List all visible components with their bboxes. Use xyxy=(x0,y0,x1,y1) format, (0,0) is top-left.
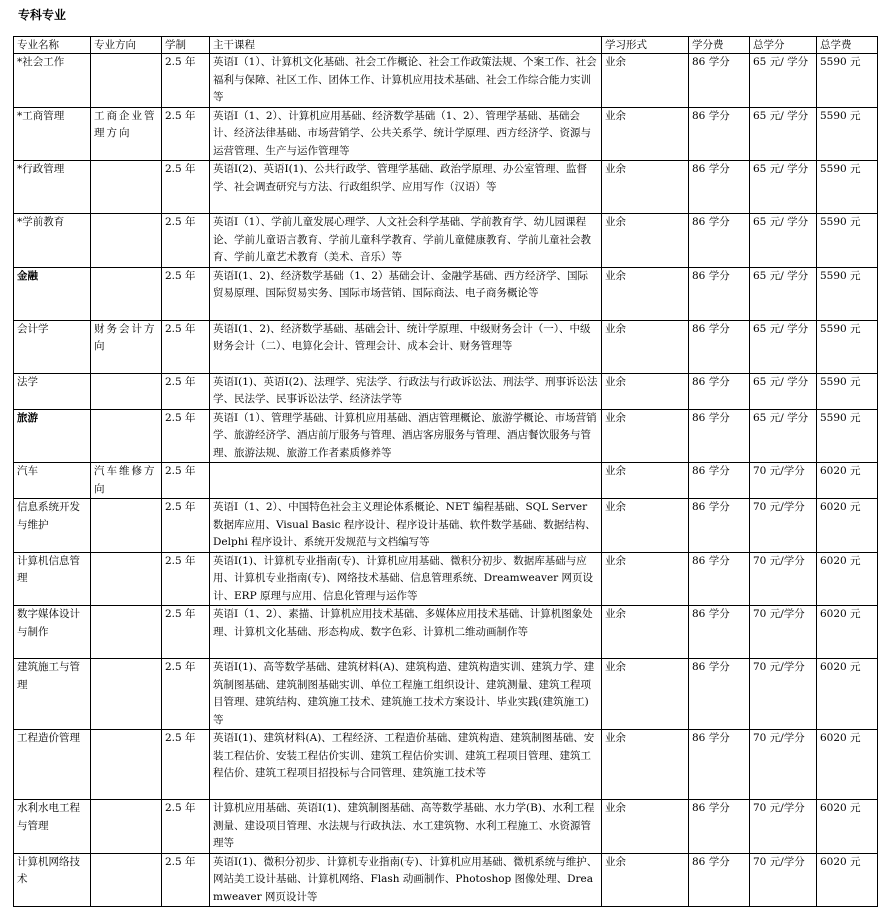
cell-credit-fee: 86 学分 xyxy=(689,54,750,108)
cell-direction xyxy=(91,214,162,268)
cell-total-credits: 65 元/ 学分 xyxy=(750,54,817,108)
cell-direction xyxy=(91,54,162,108)
cell-duration: 2.5 年 xyxy=(162,107,210,161)
cell-major: 建筑施工与管理 xyxy=(14,659,91,730)
cell-total-credits: 65 元/ 学分 xyxy=(750,409,817,463)
cell-total-tuition: 6020 元 xyxy=(817,606,878,659)
cell-major: 会计学 xyxy=(14,320,91,373)
table-row xyxy=(14,606,878,659)
cell-mode: 业余 xyxy=(602,107,689,161)
cell-duration: 2.5 年 xyxy=(162,373,210,409)
cell-duration: 2.5 年 xyxy=(162,800,210,854)
cell-direction: 汽车维修方向 xyxy=(91,463,162,499)
header-mode: 学习形式 xyxy=(602,37,689,54)
cell-mode: 业余 xyxy=(602,800,689,854)
cell-credit-fee: 86 学分 xyxy=(689,800,750,854)
cell-courses: 英语Ⅰ（1、2）、计算机应用基础、经济数学基础（1、2）、管理学基础、基础会计、经济法律基础、市场营销学、公共关系学、统计学原理、西方经济学、资源与运营管理、生产与运作管理等 xyxy=(210,107,602,161)
cell-major: *社会工作 xyxy=(14,54,91,108)
table-row xyxy=(14,552,878,606)
cell-credit-fee: 86 学分 xyxy=(689,499,750,553)
cell-direction xyxy=(91,499,162,553)
table-row xyxy=(14,161,878,214)
cell-mode: 业余 xyxy=(602,409,689,463)
cell-courses xyxy=(210,463,602,499)
cell-major: 信息系统开发与维护 xyxy=(14,499,91,553)
cell-mode: 业余 xyxy=(602,659,689,730)
cell-total-tuition: 6020 元 xyxy=(817,853,878,907)
cell-direction xyxy=(91,267,162,320)
cell-total-credits: 70 元/学分 xyxy=(750,552,817,606)
cell-major: *学前教育 xyxy=(14,214,91,268)
cell-major: 汽车 xyxy=(14,463,91,499)
cell-mode: 业余 xyxy=(602,606,689,659)
cell-major: *工商管理 xyxy=(14,107,91,161)
cell-major: 计算机网络技术 xyxy=(14,853,91,907)
cell-direction xyxy=(91,606,162,659)
cell-credit-fee: 86 学分 xyxy=(689,409,750,463)
cell-direction: 工商企业管理方向 xyxy=(91,107,162,161)
cell-mode: 业余 xyxy=(602,730,689,800)
cell-major: 计算机信息管理 xyxy=(14,552,91,606)
cell-total-credits: 70 元/学分 xyxy=(750,463,817,499)
cell-direction xyxy=(91,161,162,214)
cell-total-credits: 65 元/ 学分 xyxy=(750,267,817,320)
header-credit-fee: 学分费 xyxy=(689,37,750,54)
cell-direction xyxy=(91,853,162,907)
cell-total-tuition: 6020 元 xyxy=(817,659,878,730)
cell-mode: 业余 xyxy=(602,54,689,108)
cell-courses: 英语Ⅰ(1)、建筑材料(A)、工程经济、工程造价基础、建筑构造、建筑制图基础、安装工程估价、安装工程估价实训、建筑工程估价实训、建筑工程项目管理、建筑工程估价、建筑工程项目招投标与合同管理、建筑施工技术等 xyxy=(210,730,602,800)
cell-credit-fee: 86 学分 xyxy=(689,373,750,409)
cell-total-tuition: 6020 元 xyxy=(817,800,878,854)
cell-courses: 英语Ⅰ（1）、计算机文化基础、社会工作概论、社会工作政策法规、个案工作、社会福利与保障、社区工作、团体工作、计算机应用技术基础、社会工作综合能力实训等 xyxy=(210,54,602,108)
header-total-tuition: 总学费 xyxy=(817,37,878,54)
cell-courses: 英语Ⅰ(1、2)、经济数学基础（1、2）基础会计、金融学基础、西方经济学、国际贸易原理、国际贸易实务、国际市场营销、国际商法、电子商务概论等 xyxy=(210,267,602,320)
cell-duration: 2.5 年 xyxy=(162,463,210,499)
table-row xyxy=(14,267,878,320)
cell-mode: 业余 xyxy=(602,161,689,214)
header-duration: 学制 xyxy=(162,37,210,54)
table-row xyxy=(14,730,878,800)
cell-mode: 业余 xyxy=(602,320,689,373)
cell-courses: 英语Ⅰ（1）、管理学基础、计算机应用基础、酒店管理概论、旅游学概论、市场营销学、旅游经济学、酒店前厅服务与管理、酒店客房服务与管理、酒店餐饮服务与管理、旅游法规、旅游工作者素质修养等 xyxy=(210,409,602,463)
course-table xyxy=(13,36,878,907)
table-row xyxy=(14,800,878,854)
cell-major: 工程造价管理 xyxy=(14,730,91,800)
table-header-row xyxy=(14,37,878,54)
cell-credit-fee: 86 学分 xyxy=(689,730,750,800)
cell-mode: 业余 xyxy=(602,267,689,320)
cell-mode: 业余 xyxy=(602,373,689,409)
cell-courses: 英语Ⅰ(1)、英语Ⅰ(2)、法理学、宪法学、行政法与行政诉讼法、刑法学、刑事诉讼法学、民法学、民事诉讼法学、经济法学等 xyxy=(210,373,602,409)
cell-duration: 2.5 年 xyxy=(162,267,210,320)
cell-duration: 2.5 年 xyxy=(162,659,210,730)
cell-courses: 英语Ⅰ(1)、微积分初步、计算机专业指南(专)、计算机应用基础、微机系统与维护、网站美工设计基础、计算机网络、Flash 动画制作、Photoshop 图像处理、Dreamweaver 网页设计等 xyxy=(210,853,602,907)
cell-direction xyxy=(91,373,162,409)
cell-credit-fee: 86 学分 xyxy=(689,214,750,268)
cell-total-tuition: 5590 元 xyxy=(817,267,878,320)
cell-duration: 2.5 年 xyxy=(162,54,210,108)
table-row xyxy=(14,463,878,499)
cell-credit-fee: 86 学分 xyxy=(689,659,750,730)
cell-credit-fee: 86 学分 xyxy=(689,267,750,320)
cell-major: 金融 xyxy=(14,267,91,320)
cell-total-credits: 70 元/学分 xyxy=(750,730,817,800)
cell-direction xyxy=(91,409,162,463)
cell-total-tuition: 6020 元 xyxy=(817,463,878,499)
cell-total-tuition: 5590 元 xyxy=(817,373,878,409)
cell-major: *行政管理 xyxy=(14,161,91,214)
cell-courses: 英语Ⅰ(2)、英语Ⅰ(1)、公共行政学、管理学基础、政治学原理、办公室管理、监督学、社会调查研究与方法、行政组织学、应用写作（汉语）等 xyxy=(210,161,602,214)
cell-credit-fee: 86 学分 xyxy=(689,107,750,161)
table-row xyxy=(14,659,878,730)
cell-total-tuition: 6020 元 xyxy=(817,730,878,800)
cell-total-tuition: 5590 元 xyxy=(817,107,878,161)
cell-courses: 英语Ⅰ(1)、计算机专业指南(专)、计算机应用基础、微积分初步、数据库基础与应用、计算机专业指南(专)、网络技术基础、信息管理系统、Dreamweaver 网页设计、ERP 原理与应用、信息化管理与运作等 xyxy=(210,552,602,606)
cell-mode: 业余 xyxy=(602,214,689,268)
cell-duration: 2.5 年 xyxy=(162,320,210,373)
cell-major: 水利水电工程与管理 xyxy=(14,800,91,854)
cell-duration: 2.5 年 xyxy=(162,730,210,800)
cell-total-tuition: 6020 元 xyxy=(817,499,878,553)
cell-major: 数字媒体设计与制作 xyxy=(14,606,91,659)
cell-credit-fee: 86 学分 xyxy=(689,320,750,373)
table-row xyxy=(14,320,878,373)
cell-major: 旅游 xyxy=(14,409,91,463)
cell-mode: 业余 xyxy=(602,499,689,553)
cell-direction xyxy=(91,552,162,606)
cell-major: 法学 xyxy=(14,373,91,409)
cell-total-credits: 65 元/ 学分 xyxy=(750,107,817,161)
cell-courses: 英语Ⅰ（1）、学前儿童发展心理学、人文社会科学基础、学前教育学、幼儿园课程论、学前儿童语言教育、学前儿童科学教育、学前儿童健康教育、学前儿童社会教育、学前儿童艺术教育（美术、音乐）等 xyxy=(210,214,602,268)
table-row xyxy=(14,409,878,463)
cell-total-credits: 70 元/学分 xyxy=(750,853,817,907)
table-row xyxy=(14,54,878,108)
cell-mode: 业余 xyxy=(602,853,689,907)
cell-total-tuition: 5590 元 xyxy=(817,161,878,214)
cell-mode: 业余 xyxy=(602,552,689,606)
cell-duration: 2.5 年 xyxy=(162,552,210,606)
header-total-credits: 总学分 xyxy=(750,37,817,54)
cell-total-credits: 70 元/学分 xyxy=(750,659,817,730)
cell-credit-fee: 86 学分 xyxy=(689,552,750,606)
table-row xyxy=(14,373,878,409)
cell-duration: 2.5 年 xyxy=(162,853,210,907)
header-direction: 专业方向 xyxy=(91,37,162,54)
cell-courses: 英语Ⅰ(1、2)、经济数学基础、基础会计、统计学原理、中级财务会计（一）、中级财务会计（二）、电算化会计、管理会计、成本会计、财务管理等 xyxy=(210,320,602,373)
section-title: 专科专业 xyxy=(18,8,67,22)
cell-duration: 2.5 年 xyxy=(162,606,210,659)
cell-total-tuition: 5590 元 xyxy=(817,320,878,373)
cell-courses: 英语Ⅰ(1)、高等数学基础、建筑材料(A)、建筑构造、建筑构造实训、建筑力学、建筑制图基础、建筑制图基础实训、单位工程施工组织设计、建筑测量、建筑工程项目管理、建筑结构、建筑施工技术、建筑施工技术方案设计、毕业实践(建筑施工)等 xyxy=(210,659,602,730)
cell-duration: 2.5 年 xyxy=(162,214,210,268)
cell-total-credits: 70 元/学分 xyxy=(750,800,817,854)
cell-duration: 2.5 年 xyxy=(162,499,210,553)
cell-total-tuition: 5590 元 xyxy=(817,409,878,463)
cell-duration: 2.5 年 xyxy=(162,161,210,214)
cell-credit-fee: 86 学分 xyxy=(689,161,750,214)
cell-direction xyxy=(91,659,162,730)
cell-direction: 财务会计方向 xyxy=(91,320,162,373)
cell-total-credits: 65 元/ 学分 xyxy=(750,214,817,268)
cell-total-tuition: 5590 元 xyxy=(817,54,878,108)
cell-duration: 2.5 年 xyxy=(162,409,210,463)
cell-direction xyxy=(91,800,162,854)
cell-total-tuition: 6020 元 xyxy=(817,552,878,606)
cell-credit-fee: 86 学分 xyxy=(689,606,750,659)
cell-total-credits: 70 元/学分 xyxy=(750,499,817,553)
header-courses: 主干课程 xyxy=(210,37,602,54)
header-major: 专业名称 xyxy=(14,37,91,54)
cell-courses: 英语Ⅰ（1、2）、中国特色社会主义理论体系概论、NET 编程基础、SQL Server 数据库应用、Visual Basic 程序设计、程序设计基础、软件数学基础、数据结构、Delphi 程序设计、系统开发规范与文档编写等 xyxy=(210,499,602,553)
cell-credit-fee: 86 学分 xyxy=(689,853,750,907)
cell-total-credits: 65 元/ 学分 xyxy=(750,373,817,409)
cell-courses: 英语Ⅰ（1、2）、素描、计算机应用技术基础、多媒体应用技术基础、计算机图象处理、计算机文化基础、形态构成、数字色彩、计算机二维动画制作等 xyxy=(210,606,602,659)
table-row xyxy=(14,853,878,907)
cell-total-credits: 70 元/学分 xyxy=(750,606,817,659)
cell-courses: 计算机应用基础、英语Ⅰ(1)、建筑制图基础、高等数学基础、水力学(B)、水利工程测量、建设项目管理、水法规与行政执法、水工建筑物、水利工程施工、水资源管理等 xyxy=(210,800,602,854)
cell-credit-fee: 86 学分 xyxy=(689,463,750,499)
cell-total-tuition: 5590 元 xyxy=(817,214,878,268)
table-row xyxy=(14,107,878,161)
cell-mode: 业余 xyxy=(602,463,689,499)
cell-total-credits: 65 元/ 学分 xyxy=(750,320,817,373)
table-row xyxy=(14,499,878,553)
cell-total-credits: 65 元/ 学分 xyxy=(750,161,817,214)
cell-direction xyxy=(91,730,162,800)
table-row xyxy=(14,214,878,268)
